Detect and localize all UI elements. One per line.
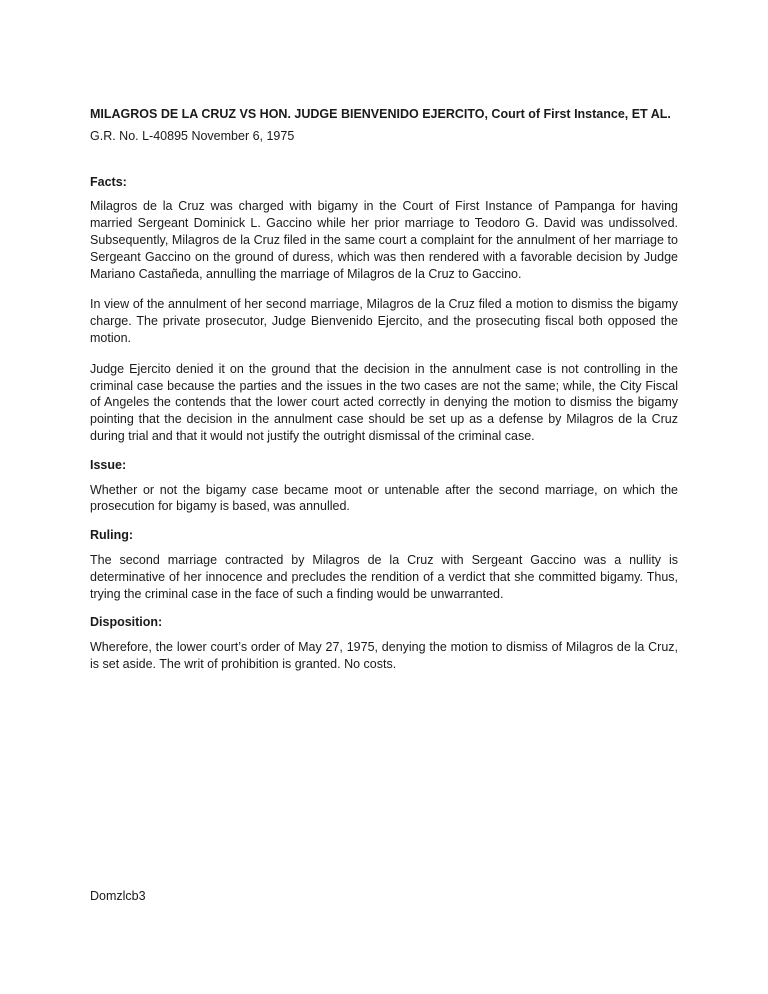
issue-heading: Issue: xyxy=(90,457,127,472)
case-title: MILAGROS DE LA CRUZ VS HON. JUDGE BIENVENIDO EJERCITO, Court of First Instance, ET AL. xyxy=(90,107,671,121)
ruling-text: The second marriage contracted by Milagros de la Cruz with Sergeant Gaccino was a nullity is determinative of her innocence and precludes the rendition of a verdict that she committed bigamy. Thus, trying the criminal case in the face of such a finding would be unwarranted. xyxy=(90,552,678,601)
case-citation: G.R. No. L-40895 November 6, 1975 xyxy=(90,128,295,143)
ruling-heading: Ruling: xyxy=(90,528,134,543)
issue-text: Whether or not the bigamy case became moot or untenable after the second marriage, on which the prosecution for bigamy is based, was annulled. xyxy=(90,482,678,514)
disposition-text: Wherefore, the lower court’s order of May 27, 1975, denying the motion to dismiss of Milagros de la Cruz, is set aside. The writ of prohibition is granted. No costs. xyxy=(90,640,678,671)
facts-heading: Facts: xyxy=(90,174,127,189)
facts-paragraph-3: Judge Ejercito denied it on the ground that the decision in the annulment case is not controlling in the criminal case because the parties and the issues in the two cases are not the same; while, the City Fiscal of Angeles the contends that the lower court acted correctly in denying the motion to dismiss the bigamy pointing that the decision in the annulment case should be set up as a defense by Milagros de la Cruz during trial and that it would not justify the outright dismissal of the criminal case. xyxy=(90,361,678,443)
facts-paragraph-2: In view of the annulment of her second marriage, Milagros de la Cruz filed a motion to dismiss the bigamy charge. The private prosecutor, Judge Bienvenido Ejercito, and the prosecuting fiscal both opposed the motion. xyxy=(90,297,678,345)
facts-paragraph-1: Milagros de la Cruz was charged with bigamy in the Court of First Instance of Pampanga for having married Sergeant Dominick L. Gaccino while her prior marriage to Teodoro G. David was undissolved. Subsequently, Milagros de la Cruz filed in the same court a complaint for the annulment of her marriage to Sergeant Gaccino on the ground of duress, which was then rendered with a favorable decision by Judge Mariano Castañeda, annulling the marriage of Milagros de la Cruz to Gaccino. xyxy=(90,199,678,281)
footer-signature: Domzlcb3 xyxy=(90,889,146,903)
disposition-heading: Disposition: xyxy=(90,615,163,630)
document-body xyxy=(90,106,678,673)
